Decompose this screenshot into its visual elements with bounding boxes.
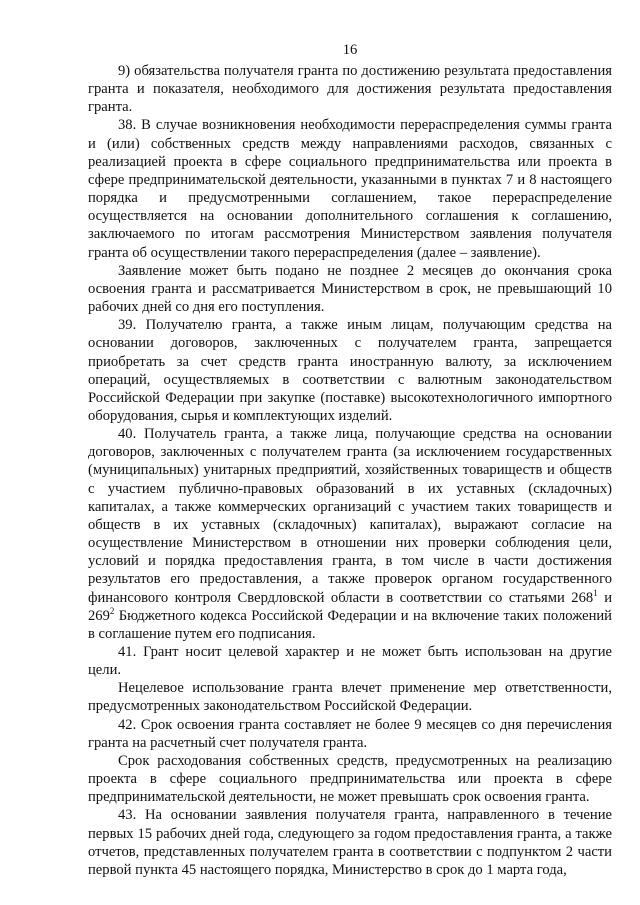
paragraph-40-text: 40. Получатель гранта, а также лица, получающие средства на основании договоров, заключенных с получателем гранта (за исключением государственных (муниципальных) унитарных предприятий, хозяйственных товариществ и обществ с участием публично-правовых образований в их уставных (складочных) капиталах, а также коммерческих организаций с участием таких товариществ и обществ в их уставных (складочных) капиталах), выражают согласие на осуществление Министерством в отношении них проверки соблюдения цели, условий и порядка предоставления гранта, в том числе в части достижения результатов его предоставления, а также проверок органом государственного финансового контроля Свердловской области в соответствии со статьями 268 — [88, 426, 612, 606]
paragraph-42: 42. Срок освоения гранта составляет не более 9 месяцев со дня перечисления гранта на расчетный счет получателя гранта. — [88, 716, 612, 751]
superscript-268: 1 — [593, 587, 598, 598]
paragraph-40 — [88, 425, 612, 643]
paragraph-38: 38. В случае возникновения необходимости перераспределения суммы гранта и (или) собственных средств между направлениями расходов, связанных с реализацией проекта в сфере социального предпринимательства или проекта в сфере предпринимательской деятельности, указанными в пунктах 7 и 8 настоящего порядка и предусмотренными соглашением, такое перераспределение осуществляется на основании дополнительного соглашения к соглашению, заключаемого по итогам рассмотрения Министерством заявления получателя гранта об осуществлении такого перераспределения (далее – заявление). — [88, 117, 612, 261]
page-number: 16 — [342, 42, 358, 58]
superscript-269: 2 — [109, 605, 115, 616]
paragraph-40-mid: и 269 — [88, 589, 613, 624]
paragraph-38-application: Заявление может быть подано не позднее 2 месяцев до окончания срока освоения гранта и рассматривается Министерством в срок, не превышающий 10 рабочих дней со дня его поступления. — [88, 262, 612, 316]
paragraph-40-end: Бюджетного кодекса Российской Федерации и на включение таких положений в соглашение путем его подписания. — [88, 607, 612, 642]
paragraph-39: 39. Получателю гранта, а также иным лицам, получающим средства на основании договоров, заключенных с получателем гранта, запрещается приобретать за счет средств гранта иностранную валюту, за исключением операций, осуществляемых в соответствии с валютным законодательством Российской Федерации при закупке (поставке) высокотехнологичного импортного оборудования, сырья и комплектующих изделий. — [88, 317, 612, 424]
paragraph-43: 43. На основании заявления получателя гранта, направленного в течение первых 15 рабочих дней года, следующего за годом предоставления гранта, а также отчетов, представленных получателем гранта в соответствии с подпунктом 2 части первой пункта 45 настоящего порядка, Министерство в срок до 1 марта года, — [88, 807, 612, 878]
paragraph-41-misuse: Нецелевое использование гранта влечет применение мер ответственности, предусмотренных законодательством Российской Федерации. — [88, 680, 612, 715]
document-page — [88, 38, 612, 879]
paragraph-item-9: 9) обязательства получателя гранта по достижению результата предоставления гранта и показателя, необходимого для достижения результата предоставления гранта. — [88, 63, 612, 116]
paragraph-41: 41. Грант носит целевой характер и не может быть использован на другие цели. — [88, 644, 612, 679]
paragraph-42-own-funds: Срок расходования собственных средств, предусмотренных на реализацию проекта в сфере социального предпринимательства или проекта в сфере предпринимательской деятельности, не может превышать срок освоения гранта. — [88, 752, 612, 806]
